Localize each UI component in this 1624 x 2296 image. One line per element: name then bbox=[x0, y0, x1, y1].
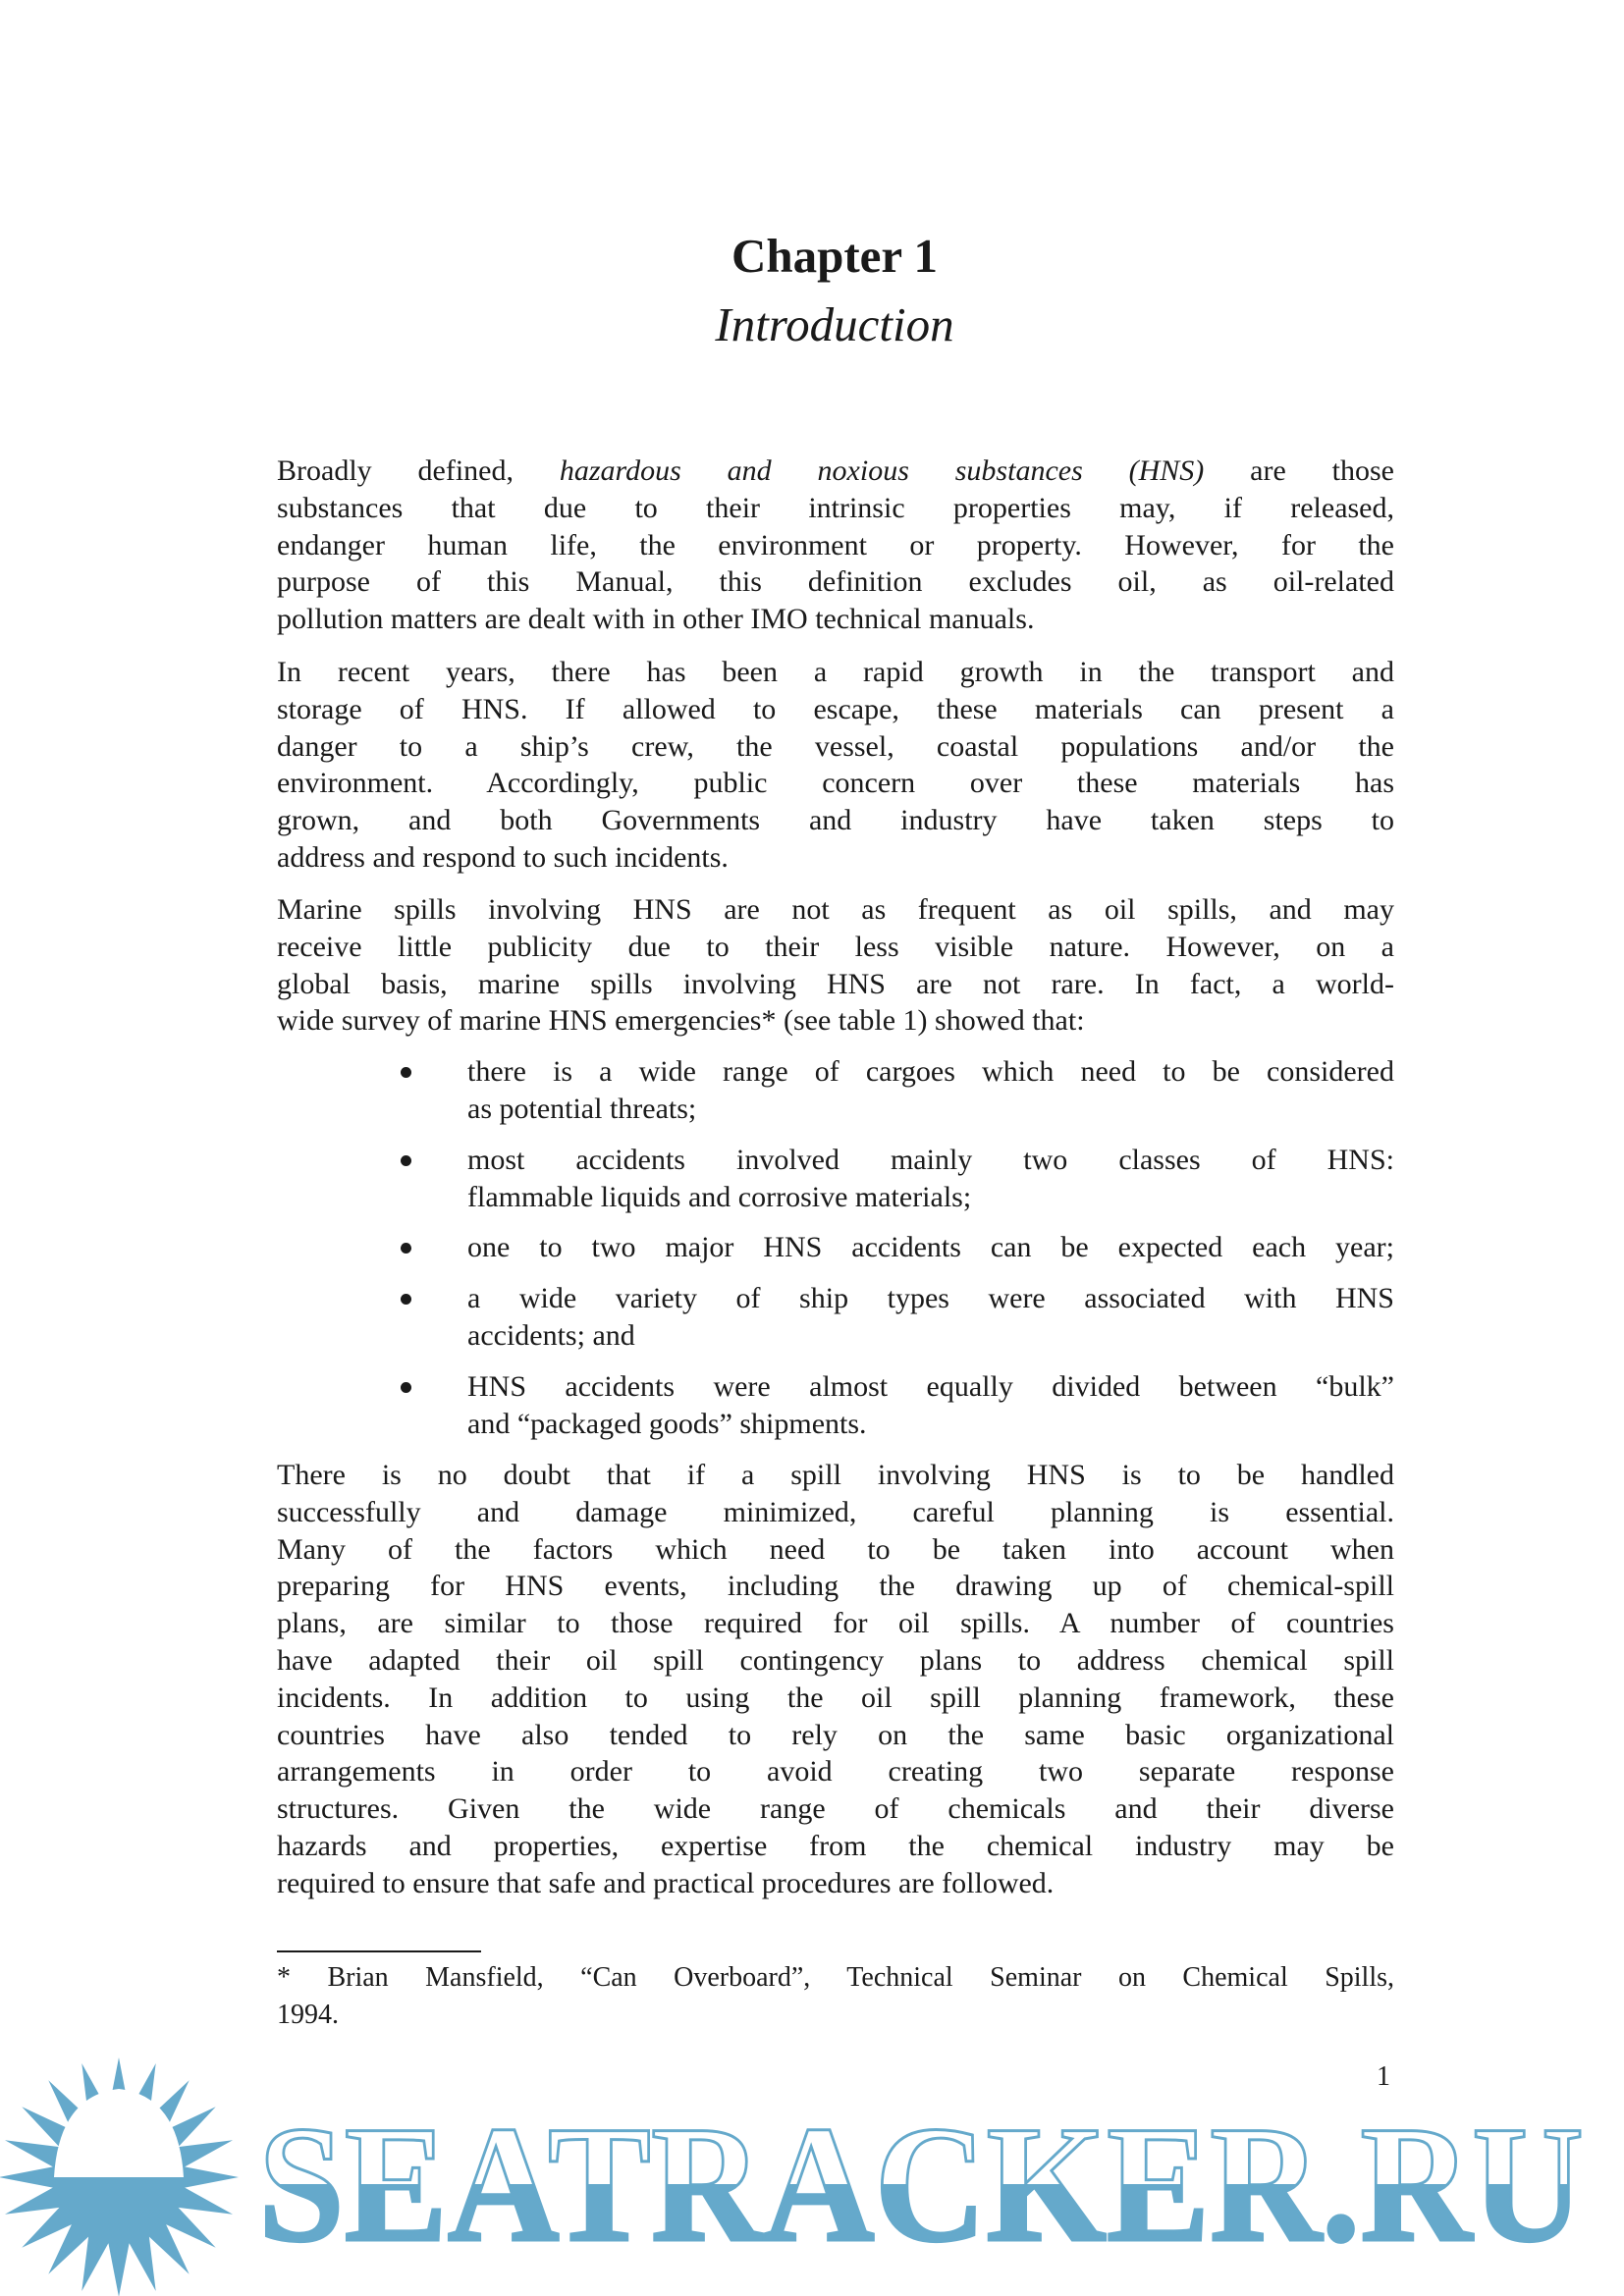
text-line: incidents. In addition to using the oil spill planning framework, these bbox=[277, 1681, 1394, 1714]
bullet-item bbox=[405, 1368, 1394, 1443]
text-line: preparing for HNS events, including the drawing up of chemical-spill bbox=[277, 1570, 1394, 1603]
chapter-number: Chapter 1 bbox=[731, 229, 939, 283]
text-line: wide survey of marine HNS emergencies* (see table 1) showed that: bbox=[277, 1004, 1085, 1038]
bullet-icon bbox=[401, 1243, 411, 1254]
text-line bbox=[277, 453, 1394, 490]
bullet-icon bbox=[401, 1294, 411, 1305]
text-line: plans, are similar to those required for oil spills. A number of countries bbox=[277, 1607, 1394, 1640]
text-span: Broadly defined, bbox=[277, 454, 560, 487]
text-line: there is a wide range of cargoes which need to be considered bbox=[467, 1055, 1394, 1088]
text-line: environment. Accordingly, public concern over these materials has bbox=[277, 767, 1394, 800]
bullet-item bbox=[405, 1280, 1394, 1355]
text-line: grown, and both Governments and industry have taken steps to bbox=[277, 804, 1394, 837]
text-line: have adapted their oil spill contingency plans to address chemical spill bbox=[277, 1643, 1394, 1677]
text-line: successfully and damage minimized, careful planning is essential. bbox=[277, 1495, 1394, 1528]
paragraph-2 bbox=[277, 654, 1394, 877]
text-line: flammable liquids and corrosive materials; bbox=[467, 1180, 972, 1213]
footnote-divider bbox=[277, 1950, 481, 1952]
text-line: purpose of this Manual, this definition excludes oil, as oil-related bbox=[277, 565, 1394, 599]
paragraph-4 bbox=[277, 1457, 1394, 1902]
bullet-item bbox=[405, 1053, 1394, 1128]
watermark-text: SEATRACKER.RU bbox=[258, 2092, 1584, 2276]
watermark bbox=[0, 2056, 1624, 2296]
text-line: a wide variety of ship types were associated with HNS bbox=[467, 1282, 1394, 1314]
text-line: and “packaged goods” shipments. bbox=[467, 1407, 867, 1440]
text-line: global basis, marine spills involving HNS are not rare. In fact, a world- bbox=[277, 967, 1394, 1000]
page-number: 1 bbox=[1377, 2061, 1390, 2092]
footnote bbox=[277, 1961, 1394, 2036]
bullet-icon bbox=[401, 1382, 411, 1393]
bullet-item bbox=[405, 1229, 1394, 1266]
text-line: storage of HNS. If allowed to escape, these materials can present a bbox=[277, 692, 1394, 725]
text-line: danger to a ship’s crew, the vessel, coastal populations and/or the bbox=[277, 729, 1394, 763]
text-line: In recent years, there has been a rapid growth in the transport and bbox=[277, 656, 1394, 688]
text-line: substances that due to their intrinsic properties may, if released, bbox=[277, 491, 1394, 524]
text-line: 1994. bbox=[277, 1999, 339, 2030]
paragraph-3 bbox=[277, 891, 1394, 1040]
text-line: Marine spills involving HNS are not as frequent as oil spills, and may bbox=[277, 893, 1394, 926]
text-line: receive little publicity due to their less visible nature. However, on a bbox=[277, 930, 1394, 963]
text-line: most accidents involved mainly two classes of HNS: bbox=[467, 1144, 1394, 1176]
text-line: HNS accidents were almost equally divided between “bulk” bbox=[467, 1370, 1394, 1403]
chapter-title: Introduction bbox=[715, 297, 954, 351]
text-line: hazards and properties, expertise from the chemical industry may be bbox=[277, 1829, 1394, 1862]
text-line: one to two major HNS accidents can be expected each year; bbox=[467, 1231, 1394, 1263]
text-line: structures. Given the wide range of chemicals and their diverse bbox=[277, 1792, 1394, 1826]
bullet-icon bbox=[401, 1067, 411, 1078]
text-line: address and respond to such incidents. bbox=[277, 840, 729, 874]
text-line: countries have also tended to rely on the same basic organizational bbox=[277, 1718, 1394, 1751]
bullet-icon bbox=[401, 1155, 411, 1166]
text-line: Many of the factors which need to be taken into account when bbox=[277, 1532, 1394, 1566]
text-line: * Brian Mansfield, “Can Overboard”, Technical Seminar on Chemical Spills, bbox=[277, 1962, 1394, 1993]
sun-logo-icon bbox=[0, 2057, 239, 2296]
bullet-item bbox=[405, 1142, 1394, 1216]
text-line: There is no doubt that if a spill involving HNS is to be handled bbox=[277, 1459, 1394, 1491]
text-line: as potential threats; bbox=[467, 1092, 697, 1125]
text-line: endanger human life, the environment or property. However, for the bbox=[277, 528, 1394, 561]
hns-term: hazardous and noxious substances (HNS) bbox=[559, 454, 1205, 487]
text-line: arrangements in order to avoid creating two separate response bbox=[277, 1755, 1394, 1789]
text-line: required to ensure that safe and practical procedures are followed. bbox=[277, 1866, 1055, 1899]
text-line: pollution matters are dealt with in other IMO technical manuals. bbox=[277, 603, 1035, 636]
text-span: are those bbox=[1204, 454, 1394, 487]
paragraph-1 bbox=[277, 453, 1394, 638]
text-line: accidents; and bbox=[467, 1318, 635, 1352]
